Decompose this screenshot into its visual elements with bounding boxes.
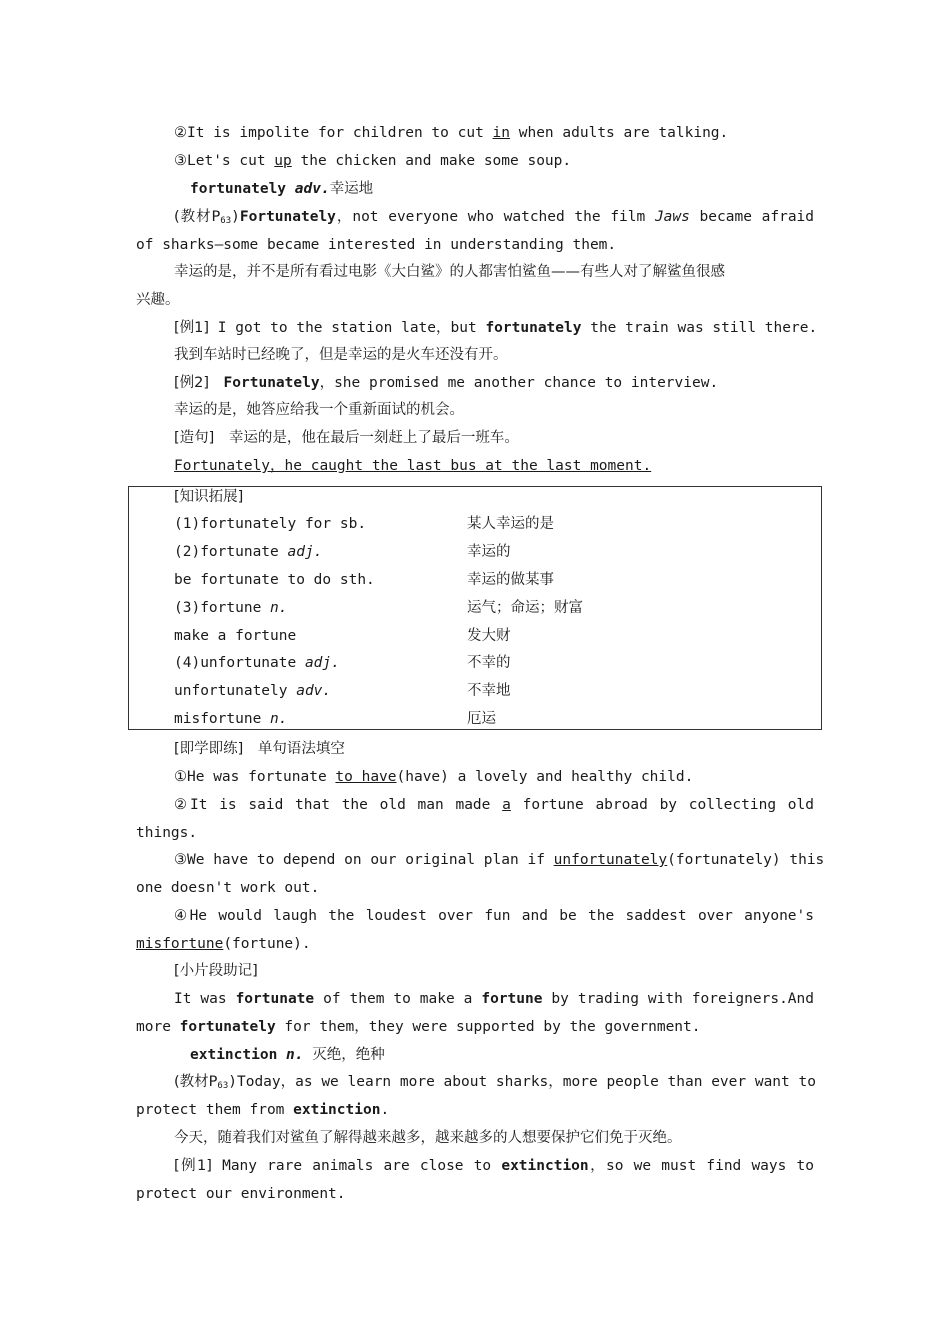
expansion-row: (3)fortune n. <box>174 600 288 616</box>
expansion-meaning: 厄运 <box>467 711 496 727</box>
answer-up: up <box>274 153 292 169</box>
expansion-row: (1)fortunately for sb. <box>174 516 367 532</box>
practice-q3-cont: one doesn't work out. <box>136 880 320 896</box>
make-sentence-answer: Fortunately，he caught the last bus at the last moment. <box>174 458 652 474</box>
answer-in: in <box>492 125 511 141</box>
practice-q4-cont: misfortune(fortune). <box>136 936 311 952</box>
extinction-textbook-sentence: (教材$P_{63})Today$，as we learn more about sharks，more people than ever want to <box>174 1074 816 1091</box>
extinction-example-1-cont: protect our environment. <box>136 1186 346 1202</box>
expansion-meaning: 不幸的 <box>467 655 511 671</box>
practice-q3: ③We have to depend on our original plan if unfortunately(fortunately) this <box>174 852 825 868</box>
expansion-meaning: 幸运的 <box>467 544 511 560</box>
practice-title: [即学即练] 单句语法填空 <box>174 741 345 757</box>
memory-title: [小片段助记] <box>174 963 258 979</box>
example-2-translation: 幸运的是，她答应给我一个重新面试的机会。 <box>174 402 464 418</box>
extinction-textbook-cont: protect them from extinction. <box>136 1102 390 1118</box>
memory-line-1: It was fortunate of them to make a fortune by trading with foreigners.And <box>174 991 814 1007</box>
headword-fortunately: fortunately adv.幸运地 <box>190 181 374 197</box>
textbook-translation: 幸运的是，并不是所有看过电影《大白鲨》的人都害怕鲨鱼——有些人对了解鲨鱼很感 <box>174 264 725 280</box>
expansion-row: (2)fortunate adj. <box>174 544 323 560</box>
textbook-translation-cont: 兴趣。 <box>136 292 180 308</box>
expansion-meaning: 不幸地 <box>467 683 511 699</box>
example-2: [例2] Fortunately，she promised me another chance to interview. <box>174 375 719 391</box>
extinction-example-1: [例1] Many rare animals are close to extinction，so we must find ways to <box>174 1158 814 1174</box>
expansion-row: be fortunate to do sth. <box>174 572 375 588</box>
expansion-row: (4)unfortunate adj. <box>174 655 340 671</box>
expansion-meaning: 发大财 <box>467 628 511 644</box>
example-1-translation: 我到车站时已经晚了，但是幸运的是火车还没有开。 <box>174 347 508 363</box>
sentence-3: ③Let's cut up the chicken and make some soup. <box>174 153 572 169</box>
memory-line-2: more fortunately for them，they were supported by the government. <box>136 1019 701 1035</box>
expansion-meaning: 运气；命运；财富 <box>467 600 583 616</box>
practice-q4: ④He would laugh the loudest over fun and be the saddest over anyone's <box>174 908 814 924</box>
expansion-row: make a fortune <box>174 628 297 644</box>
practice-q1: ①He was fortunate to have(have) a lovely and healthy child. <box>174 769 694 785</box>
extinction-translation: 今天，随着我们对鲨鱼了解得越来越多，越来越多的人想要保护它们免于灭绝。 <box>174 1130 682 1146</box>
expansion-meaning: 某人幸运的是 <box>467 516 554 532</box>
practice-q2: ②It is said that the old man made a fortune abroad by collecting old <box>174 797 814 813</box>
example-1: [例1] I got to the station late，but fortunately the train was still there. <box>174 320 818 336</box>
expansion-title: [知识拓展] <box>174 489 244 505</box>
expansion-row: misfortune n. <box>174 711 288 727</box>
headword-extinction: extinction n. 灭绝，绝种 <box>190 1047 385 1063</box>
textbook-sentence: (教材$P_{63})Fortunately$，not everyone who watched the film Jaws became afraid <box>174 209 815 226</box>
practice-q2-cont: things. <box>136 825 198 841</box>
expansion-row: unfortunately adv. <box>174 683 332 699</box>
make-sentence-prompt: [造句] 幸运的是，他在最后一刻赶上了最后一班车。 <box>174 430 519 446</box>
expansion-meaning: 幸运的做某事 <box>467 572 554 588</box>
sentence-2: ②It is impolite for children to cut in when adults are talking. <box>174 125 729 141</box>
textbook-sentence-cont: of sharks—some became interested in understanding them. <box>136 237 617 253</box>
